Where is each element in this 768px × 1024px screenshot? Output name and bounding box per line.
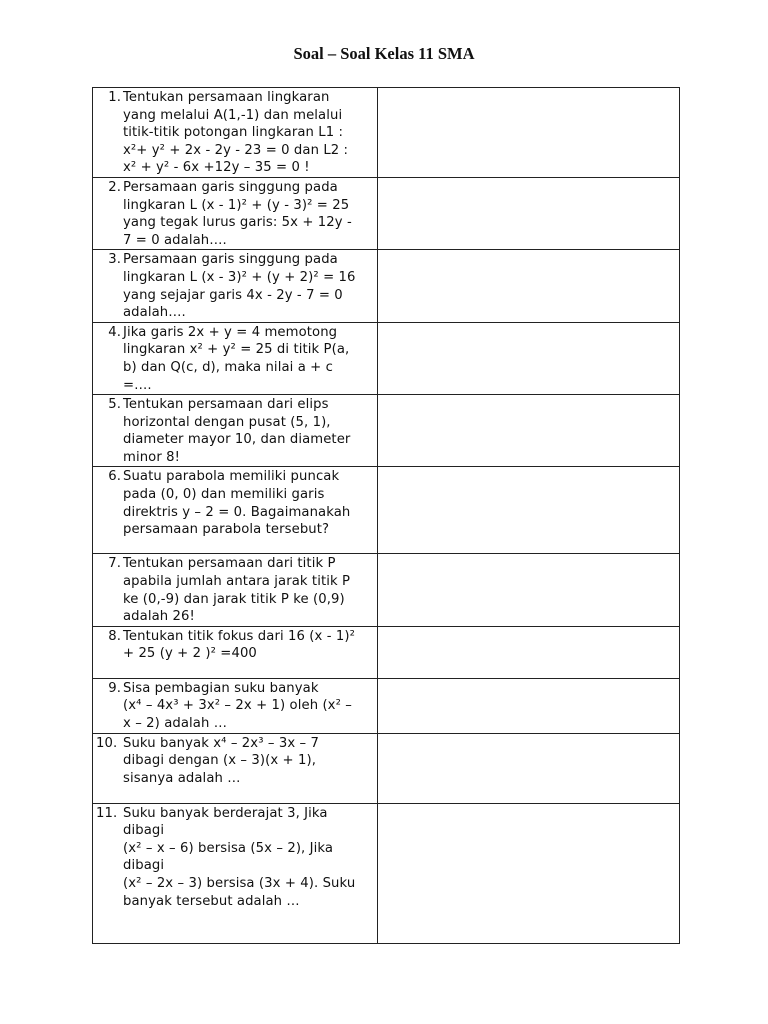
answer-cell[interactable] (378, 803, 680, 943)
question-text-line: =…. (123, 377, 152, 393)
question-text-line: adalah 26! (123, 609, 195, 625)
question-number: 6. (108, 469, 121, 485)
question-text (122, 251, 375, 321)
question-row (93, 626, 680, 678)
question-text-line: lingkaran L (x - 3)² + (y + 2)² = 16 (123, 269, 356, 285)
question-text-line: (x⁴ – 4x³ + 3x² – 2x + 1) oleh (x² – (123, 698, 352, 714)
question-text (122, 468, 375, 538)
question-text-line: Sisa pembagian suku banyak (123, 680, 319, 696)
question-text-line: Suku banyak x⁴ – 2x³ – 3x – 7 (123, 735, 320, 751)
question-text-line: lingkaran L (x - 1)² + (y - 3)² = 25 (123, 197, 350, 213)
question-text-line: Suku banyak berderajat 3, Jika (123, 805, 328, 821)
question-text-line: Tentukan titik fokus dari 16 (x - 1)² (123, 628, 356, 644)
answer-cell[interactable] (378, 88, 680, 178)
question-cell (93, 678, 378, 733)
question-text-line: (x² – x – 6) bersisa (5x – 2), Jika (123, 840, 334, 856)
question-text (122, 680, 375, 733)
answer-cell[interactable] (378, 250, 680, 322)
question-text-line: + 25 (y + 2 )² =400 (123, 646, 257, 662)
question-number: 8. (108, 628, 121, 644)
question-text-line: titik-titik potongan lingkaran L1 : (123, 125, 344, 141)
question-item (93, 804, 377, 911)
question-row (93, 395, 680, 467)
answer-cell[interactable] (378, 467, 680, 554)
question-row (93, 177, 680, 249)
question-text-line: Persamaan garis singgung pada (123, 179, 338, 195)
answer-cell[interactable] (378, 733, 680, 803)
question-row (93, 88, 680, 178)
question-row (93, 803, 680, 943)
question-text-line: (x² – 2x – 3) bersisa (3x + 4). Suku (123, 876, 356, 891)
question-text-line: 7 = 0 adalah…. (123, 232, 227, 248)
question-cell (93, 177, 378, 249)
question-number: 5. (108, 397, 121, 413)
question-text-line: direktris y – 2 = 0. Bagaimanakah (123, 504, 351, 520)
question-row (93, 467, 680, 554)
question-text (122, 89, 375, 177)
question-cell (93, 250, 378, 322)
question-text-line: x² + y² - 6x +12y – 35 = 0 ! (123, 160, 310, 176)
question-item (93, 679, 377, 733)
page-title: Soal – Soal Kelas 11 SMA (293, 44, 475, 63)
question-text-line: persamaan parabola tersebut? (123, 522, 330, 538)
question-text-line: ke (0,-9) dan jarak titik P ke (0,9) (123, 591, 345, 607)
question-row (93, 250, 680, 322)
answer-cell[interactable] (378, 626, 680, 678)
question-text-line: x²+ y² + 2x - 2y - 23 = 0 dan L2 : (123, 142, 349, 158)
question-item (93, 323, 377, 394)
question-number: 4. (108, 324, 121, 340)
question-text-line: yang melalui A(1,-1) dan melalui (123, 107, 343, 123)
question-text (122, 555, 375, 625)
answer-cell[interactable] (378, 395, 680, 467)
answer-cell[interactable] (378, 554, 680, 626)
question-item (93, 467, 377, 538)
question-number: 9. (108, 680, 121, 696)
question-text-line: horizontal dengan pusat (5, 1), (123, 414, 331, 430)
question-text-line: Jika garis 2x + y = 4 memotong (123, 324, 338, 340)
question-cell (93, 467, 378, 554)
question-text-line: Tentukan persamaan dari titik P (123, 556, 336, 572)
question-text-line: sisanya adalah … (123, 770, 241, 786)
question-number: 10. (96, 735, 118, 751)
answer-cell[interactable] (378, 322, 680, 394)
question-row (93, 322, 680, 394)
question-item (93, 395, 377, 466)
question-number: 2. (108, 179, 121, 195)
question-text-line: adalah…. (123, 305, 186, 321)
question-item (93, 250, 377, 321)
question-text-line: dibagi (123, 858, 165, 874)
question-text-line: Tentukan persamaan dari elips (123, 397, 329, 413)
question-text-line: apabila jumlah antara jarak titik P (123, 574, 351, 590)
question-number: 1. (108, 90, 121, 105)
question-cell (93, 803, 378, 943)
question-row (93, 678, 680, 733)
question-text-line: diameter mayor 10, dan diameter (123, 432, 351, 448)
question-text-line: dibagi (123, 823, 165, 839)
question-text-line: Suatu parabola memiliki puncak (123, 469, 340, 485)
question-text (122, 396, 375, 466)
question-number: 7. (108, 556, 121, 572)
question-text-line: dibagi dengan (x – 3)(x + 1), (123, 753, 317, 769)
question-text-line: yang sejajar garis 4x - 2y - 7 = 0 (123, 287, 343, 303)
question-text (122, 735, 375, 788)
question-item (93, 88, 377, 177)
question-text-line: minor 8! (123, 449, 181, 465)
question-text (122, 324, 375, 394)
question-item (93, 554, 377, 625)
question-text-line: pada (0, 0) dan memiliki garis (123, 487, 325, 503)
question-text (122, 805, 375, 911)
answer-cell[interactable] (378, 177, 680, 249)
question-text (122, 179, 375, 249)
question-cell (93, 733, 378, 803)
question-cell (93, 322, 378, 394)
question-text-line: lingkaran x² + y² = 25 di titik P(a, (123, 342, 350, 358)
answer-cell[interactable] (378, 678, 680, 733)
question-text-line: x – 2) adalah … (123, 716, 228, 732)
question-cell (93, 554, 378, 626)
question-text-line: banyak tersebut adalah … (123, 893, 300, 909)
question-text-line: Persamaan garis singgung pada (123, 252, 338, 268)
question-text-line: yang tegak lurus garis: 5x + 12y - (123, 215, 352, 231)
question-cell (93, 88, 378, 178)
question-item (93, 178, 377, 249)
question-item (93, 734, 377, 788)
question-cell (93, 626, 378, 678)
question-text-line: b) dan Q(c, d), maka nilai a + c (123, 359, 333, 375)
question-cell (93, 395, 378, 467)
question-row (93, 733, 680, 803)
question-item (93, 627, 377, 663)
question-table (92, 87, 680, 944)
question-number: 3. (108, 252, 121, 268)
question-number: 11. (96, 805, 118, 821)
question-text (122, 628, 375, 663)
question-row (93, 554, 680, 626)
question-text-line: Tentukan persamaan lingkaran (123, 90, 330, 105)
